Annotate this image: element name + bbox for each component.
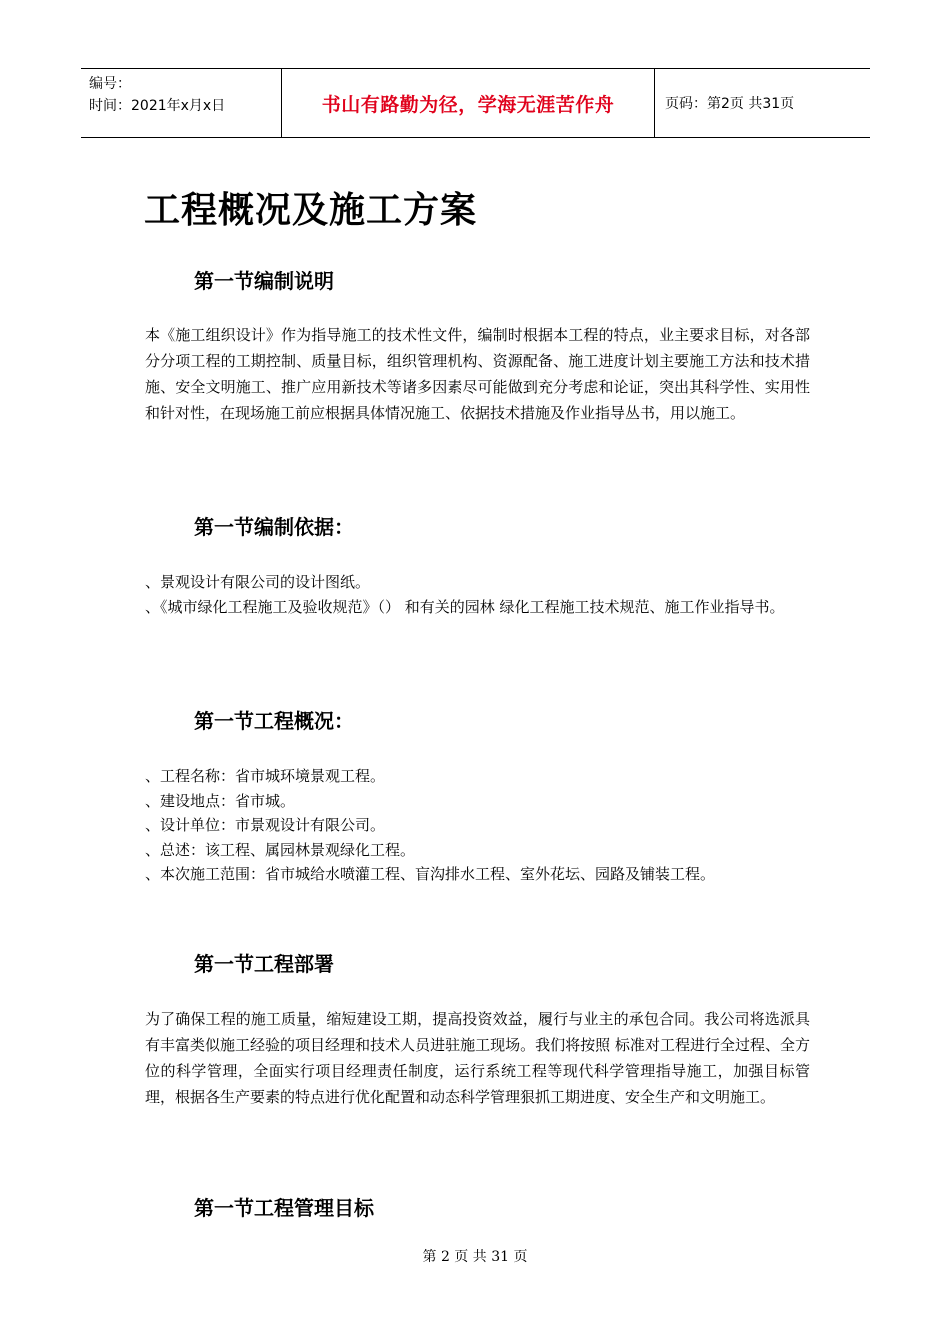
section-title-project-overview: 第一节工程概况： (194, 709, 354, 733)
section-paragraph-project-deployment: 为了确保工程的施工质量，缩短建设工期，提高投资效益，履行与业主的承包合同。我公司将选派具有丰富类似施工经验的项目经理和技术人员进驻施工现场。我们将按照 标准对工程进行全过程、全方位的科学管理，全面实行项目经理责任制度，运行系统工程等现代科学管理指导施工，加强目标管理，根据各生产要素的特点进行优化配置和动态科学管理狠抓工期进度、安全生产和文明施工。 (145, 1010, 810, 1106)
section-title-project-deployment: 第一节工程部署 (194, 952, 334, 976)
section-paragraph-compilation-notes: 本《施工组织设计》作为指导施工的技术性文件，编制时根据本工程的特点，业主要求目标，对各部分分项工程的工期控制、质量目标，组织管理机构、资源配备、施工进度计划主要施工方法和技术措施、安全文明施工、推广应用新技术等诸多因素尽可能做到充分考虑和论证，突出其科学性、实用性和针对性，在现场施工前应根据具体情况施工、依据技术措施及作业指导丛书，用以施工。 (145, 326, 810, 422)
list-item: 、设计单位：市景观设计有限公司。 (145, 816, 386, 834)
list-item: 、景观设计有限公司的设计图纸。 (145, 573, 371, 591)
list-item: 、建设地点：省市城。 (145, 791, 296, 810)
project-overview-list (145, 764, 810, 887)
page-title: 工程概况及施工方案 (144, 190, 478, 231)
document-date-label: 时间：2021年x月x日 (89, 98, 226, 114)
compilation-basis-list (145, 570, 810, 619)
header-motto: 书山有路勤为径，学海无涯苦作舟 (282, 69, 655, 137)
list-item: 、《城市绿化工程施工及验收规范》（） 和有关的园林 绿化工程施工技术规范、施工作业指导书。 (145, 597, 785, 616)
list-item: 、本次施工范围：省市城给水喷灌工程、盲沟排水工程、室外花坛、园路及铺装工程。 (145, 865, 716, 883)
page-header (81, 68, 870, 138)
list-item: 、工程名称：省市城环境景观工程。 (145, 767, 386, 785)
section-title-compilation-basis: 第一节编制依据： (194, 515, 354, 539)
header-meta (81, 69, 282, 137)
section-title-compilation-notes: 第一节编制说明 (194, 269, 334, 293)
list-item: 、总述：该工程、属园林景观绿化工程。 (145, 840, 416, 859)
section-title-management-goals: 第一节工程管理目标 (194, 1196, 374, 1220)
header-page-info: 页码：第2页 共31页 (665, 96, 795, 112)
document-number-label: 编号： (89, 76, 131, 92)
page-footer: 第 2 页 共 31 页 (422, 1249, 528, 1265)
